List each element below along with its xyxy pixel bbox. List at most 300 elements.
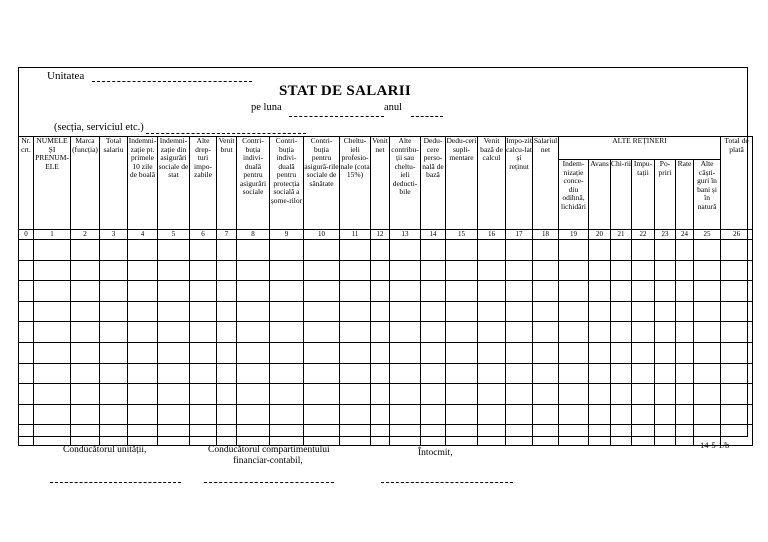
table-cell[interactable] [589,342,611,363]
table-cell[interactable] [158,281,190,302]
table-cell[interactable] [371,425,390,446]
table-cell[interactable] [559,425,589,446]
table-cell[interactable] [340,281,371,302]
table-cell[interactable] [19,301,34,322]
table-cell[interactable] [128,260,158,281]
table-cell[interactable] [478,342,506,363]
table-cell[interactable] [34,240,71,261]
table-cell[interactable] [128,301,158,322]
table-cell[interactable] [190,240,217,261]
table-cell[interactable] [100,301,128,322]
table-cell[interactable] [611,363,632,384]
table-cell[interactable] [71,301,100,322]
column-number: 24 [676,230,694,240]
table-cell[interactable] [158,240,190,261]
table-cell[interactable] [589,384,611,405]
table-cell[interactable] [694,322,721,343]
table-cell[interactable] [158,322,190,343]
table-cell[interactable] [34,342,71,363]
table-cell[interactable] [559,404,589,425]
table-cell[interactable] [304,404,340,425]
table-cell[interactable] [340,342,371,363]
table-cell[interactable] [71,384,100,405]
table-cell[interactable] [237,301,270,322]
table-cell[interactable] [371,240,390,261]
table-cell[interactable] [371,301,390,322]
table-cell[interactable] [655,425,676,446]
table-cell[interactable] [506,301,533,322]
table-cell[interactable] [694,404,721,425]
table-cell[interactable] [721,384,753,405]
table-cell[interactable] [371,404,390,425]
table-cell[interactable] [371,342,390,363]
table-cell[interactable] [655,342,676,363]
table-cell[interactable] [304,363,340,384]
table-cell[interactable] [589,281,611,302]
table-cell[interactable] [589,404,611,425]
table-cell[interactable] [71,281,100,302]
table-cell[interactable] [34,322,71,343]
table-cell[interactable] [421,404,446,425]
table-cell[interactable] [100,384,128,405]
table-cell[interactable] [611,404,632,425]
salary-table [18,136,753,446]
table-cell[interactable] [533,281,559,302]
table-cell[interactable] [190,342,217,363]
table-cell[interactable] [533,404,559,425]
table-cell[interactable] [655,281,676,302]
column-number: 18 [533,230,559,240]
table-cell[interactable] [19,322,34,343]
table-cell[interactable] [19,384,34,405]
table-cell[interactable] [721,322,753,343]
table-cell[interactable] [632,281,655,302]
table-cell[interactable] [721,240,753,261]
table-cell[interactable] [421,301,446,322]
table-cell[interactable] [694,301,721,322]
table-cell[interactable] [371,363,390,384]
table-cell[interactable] [217,260,237,281]
table-cell[interactable] [19,425,34,446]
table-cell[interactable] [478,404,506,425]
table-cell[interactable] [190,425,217,446]
table-cell[interactable] [340,260,371,281]
table-cell[interactable] [390,384,421,405]
table-cell[interactable] [270,404,304,425]
table-cell[interactable] [694,363,721,384]
table-cell[interactable] [632,342,655,363]
table-cell[interactable] [158,425,190,446]
table-cell[interactable] [371,260,390,281]
table-cell[interactable] [217,322,237,343]
table-cell[interactable] [632,384,655,405]
table-cell[interactable] [158,342,190,363]
table-cell[interactable] [559,301,589,322]
table-cell[interactable] [390,281,421,302]
table-cell[interactable] [34,260,71,281]
table-cell[interactable] [676,322,694,343]
table-cell[interactable] [237,342,270,363]
table-cell[interactable] [19,281,34,302]
table-cell[interactable] [533,425,559,446]
table-cell[interactable] [237,425,270,446]
table-cell[interactable] [676,384,694,405]
form-code: 14-5-1/b [700,440,730,450]
table-cell[interactable] [390,240,421,261]
table-cell[interactable] [478,260,506,281]
table-cell[interactable] [632,363,655,384]
table-cell[interactable] [304,322,340,343]
table-cell[interactable] [611,425,632,446]
table-cell[interactable] [158,404,190,425]
table-cell[interactable] [390,322,421,343]
table-cell[interactable] [270,301,304,322]
table-cell[interactable] [304,260,340,281]
table-cell[interactable] [34,301,71,322]
table-cell[interactable] [100,281,128,302]
table-cell[interactable] [611,322,632,343]
column-header: Contri-buția indivi-duală pentru protecția socială a șome-rilor [270,137,304,230]
table-cell[interactable] [237,260,270,281]
table-cell[interactable] [34,363,71,384]
table-cell[interactable] [34,281,71,302]
prepared-by-signature-line [381,482,513,483]
table-cell[interactable] [237,281,270,302]
table-cell[interactable] [446,240,478,261]
table-cell[interactable] [371,384,390,405]
table-cell[interactable] [71,404,100,425]
table-cell[interactable] [589,425,611,446]
table-cell[interactable] [304,240,340,261]
table-cell[interactable] [34,384,71,405]
table-cell[interactable] [446,342,478,363]
table-cell[interactable] [390,363,421,384]
table-cell[interactable] [694,342,721,363]
table-cell[interactable] [270,240,304,261]
column-number: 14 [421,230,446,240]
table-cell[interactable] [390,342,421,363]
table-cell[interactable] [478,281,506,302]
table-cell[interactable] [304,301,340,322]
table-cell[interactable] [421,384,446,405]
table-cell[interactable] [632,240,655,261]
table-cell[interactable] [340,301,371,322]
table-cell[interactable] [694,281,721,302]
table-cell[interactable] [304,425,340,446]
table-cell[interactable] [158,384,190,405]
table-cell[interactable] [506,404,533,425]
column-header: Venit net [371,137,390,230]
table-cell[interactable] [533,342,559,363]
table-cell[interactable] [158,260,190,281]
table-cell[interactable] [478,322,506,343]
table-cell[interactable] [559,322,589,343]
table-cell[interactable] [446,363,478,384]
table-cell[interactable] [446,425,478,446]
column-number: 22 [632,230,655,240]
table-cell[interactable] [676,281,694,302]
table-cell[interactable] [390,404,421,425]
table-cell[interactable] [721,301,753,322]
table-cell[interactable] [100,240,128,261]
table-cell[interactable] [217,384,237,405]
table-cell[interactable] [446,260,478,281]
table-cell[interactable] [128,281,158,302]
table-cell[interactable] [533,260,559,281]
table-cell[interactable] [421,363,446,384]
table-cell[interactable] [390,301,421,322]
table-cell[interactable] [446,322,478,343]
table-cell[interactable] [190,301,217,322]
table-cell[interactable] [304,342,340,363]
table-cell[interactable] [611,301,632,322]
table-cell[interactable] [217,425,237,446]
table-cell[interactable] [237,240,270,261]
table-cell[interactable] [190,363,217,384]
table-cell[interactable] [340,240,371,261]
table-cell[interactable] [34,404,71,425]
table-cell[interactable] [721,404,753,425]
table-cell[interactable] [589,322,611,343]
column-header: Venit brut [217,137,237,230]
table-cell[interactable] [655,363,676,384]
table-cell[interactable] [19,363,34,384]
table-cell[interactable] [71,240,100,261]
table-cell[interactable] [217,240,237,261]
table-cell[interactable] [71,322,100,343]
table-cell[interactable] [19,240,34,261]
table-cell[interactable] [632,301,655,322]
table-cell[interactable] [128,363,158,384]
table-cell[interactable] [533,363,559,384]
table-cell[interactable] [559,240,589,261]
table-cell[interactable] [559,260,589,281]
table-cell[interactable] [421,260,446,281]
table-cell[interactable] [655,260,676,281]
table-cell[interactable] [217,404,237,425]
table-cell[interactable] [237,404,270,425]
table-cell[interactable] [478,384,506,405]
table-cell[interactable] [340,404,371,425]
table-cell[interactable] [340,425,371,446]
table-cell[interactable] [632,260,655,281]
table-cell[interactable] [128,404,158,425]
table-cell[interactable] [217,281,237,302]
column-number: 12 [371,230,390,240]
table-cell[interactable] [270,322,304,343]
table-cell[interactable] [71,260,100,281]
table-cell[interactable] [676,404,694,425]
table-cell[interactable] [270,384,304,405]
column-number: 11 [340,230,371,240]
table-cell[interactable] [421,240,446,261]
table-cell[interactable] [128,240,158,261]
table-cell[interactable] [506,281,533,302]
table-cell[interactable] [589,260,611,281]
table-cell[interactable] [390,425,421,446]
table-cell[interactable] [100,425,128,446]
table-cell[interactable] [506,322,533,343]
table-row [19,425,753,446]
column-number: 9 [270,230,304,240]
table-cell[interactable] [421,342,446,363]
table-cell[interactable] [100,363,128,384]
unit-fill-line [92,81,252,82]
table-cell[interactable] [19,404,34,425]
table-cell[interactable] [190,404,217,425]
table-cell[interactable] [100,404,128,425]
table-cell[interactable] [371,322,390,343]
section-fill-line [146,133,306,134]
table-cell[interactable] [589,363,611,384]
table-cell[interactable] [304,281,340,302]
table-cell[interactable] [446,301,478,322]
table-cell[interactable] [19,342,34,363]
table-row [19,240,753,261]
table-cell[interactable] [721,260,753,281]
table-cell[interactable] [190,260,217,281]
table-cell[interactable] [158,301,190,322]
table-cell[interactable] [217,363,237,384]
table-cell[interactable] [559,384,589,405]
table-cell[interactable] [19,260,34,281]
table-cell[interactable] [128,425,158,446]
table-cell[interactable] [270,363,304,384]
table-cell[interactable] [721,281,753,302]
table-cell[interactable] [676,342,694,363]
table-cell[interactable] [655,301,676,322]
table-cell[interactable] [371,281,390,302]
column-header: Alte contribu-ții sau cheltu-ieli deducti-bile [390,137,421,230]
table-cell[interactable] [559,342,589,363]
table-cell[interactable] [676,260,694,281]
column-number: 26 [721,230,753,240]
sub-column-header: Po-priri [655,160,676,230]
finance-head-label-line2: financiar-contabil, [233,456,303,466]
table-cell[interactable] [632,425,655,446]
table-cell[interactable] [506,425,533,446]
table-cell[interactable] [190,322,217,343]
table-cell[interactable] [100,322,128,343]
table-cell[interactable] [270,425,304,446]
table-cell[interactable] [478,301,506,322]
table-cell[interactable] [721,363,753,384]
table-cell[interactable] [340,384,371,405]
table-cell[interactable] [655,322,676,343]
column-header: Dedu-ceri supli-mentare [446,137,478,230]
table-cell[interactable] [611,260,632,281]
table-cell[interactable] [217,342,237,363]
table-cell[interactable] [506,342,533,363]
year-fill-line [411,116,443,117]
table-cell[interactable] [217,301,237,322]
table-cell[interactable] [655,240,676,261]
table-cell[interactable] [340,322,371,343]
column-number: 16 [478,230,506,240]
table-cell[interactable] [446,404,478,425]
table-cell[interactable] [190,281,217,302]
table-cell[interactable] [533,384,559,405]
table-cell[interactable] [506,363,533,384]
table-cell[interactable] [128,322,158,343]
table-cell[interactable] [694,260,721,281]
table-cell[interactable] [632,322,655,343]
column-number: 2 [71,230,100,240]
column-number: 5 [158,230,190,240]
table-cell[interactable] [71,363,100,384]
table-cell[interactable] [506,384,533,405]
table-cell[interactable] [237,322,270,343]
table-cell[interactable] [655,384,676,405]
table-cell[interactable] [721,342,753,363]
table-cell[interactable] [676,363,694,384]
table-cell[interactable] [611,342,632,363]
table-cell[interactable] [533,240,559,261]
column-number: 8 [237,230,270,240]
table-cell[interactable] [270,260,304,281]
table-cell[interactable] [611,384,632,405]
column-header: Marca (funcția) [71,137,100,230]
table-cell[interactable] [270,281,304,302]
table-cell[interactable] [421,425,446,446]
table-cell[interactable] [446,384,478,405]
table-cell[interactable] [34,425,71,446]
table-cell[interactable] [100,260,128,281]
table-cell[interactable] [694,240,721,261]
table-cell[interactable] [589,301,611,322]
table-cell[interactable] [589,240,611,261]
table-cell[interactable] [478,240,506,261]
table-cell[interactable] [421,281,446,302]
table-cell[interactable] [158,363,190,384]
prepared-by-label: Întocmit, [418,448,453,458]
table-cell[interactable] [446,281,478,302]
table-cell[interactable] [506,260,533,281]
table-cell[interactable] [390,260,421,281]
table-cell[interactable] [676,425,694,446]
table-cell[interactable] [559,363,589,384]
table-cell[interactable] [71,425,100,446]
table-cell[interactable] [676,301,694,322]
table-cell[interactable] [632,404,655,425]
table-cell[interactable] [304,384,340,405]
table-cell[interactable] [478,363,506,384]
table-cell[interactable] [676,240,694,261]
table-cell[interactable] [611,281,632,302]
table-cell[interactable] [421,322,446,343]
table-cell[interactable] [71,342,100,363]
table-cell[interactable] [190,384,217,405]
table-cell[interactable] [655,404,676,425]
table-cell[interactable] [533,301,559,322]
column-number-row [19,230,753,240]
sub-column-header: Rate [676,160,694,230]
table-cell[interactable] [270,342,304,363]
table-cell[interactable] [694,384,721,405]
table-cell[interactable] [237,384,270,405]
table-cell[interactable] [128,384,158,405]
table-cell[interactable] [611,240,632,261]
table-cell[interactable] [559,281,589,302]
table-cell[interactable] [100,342,128,363]
column-number: 6 [190,230,217,240]
table-cell[interactable] [506,240,533,261]
table-cell[interactable] [237,363,270,384]
table-cell[interactable] [533,322,559,343]
table-cell[interactable] [340,363,371,384]
table-cell[interactable] [128,342,158,363]
table-cell[interactable] [478,425,506,446]
